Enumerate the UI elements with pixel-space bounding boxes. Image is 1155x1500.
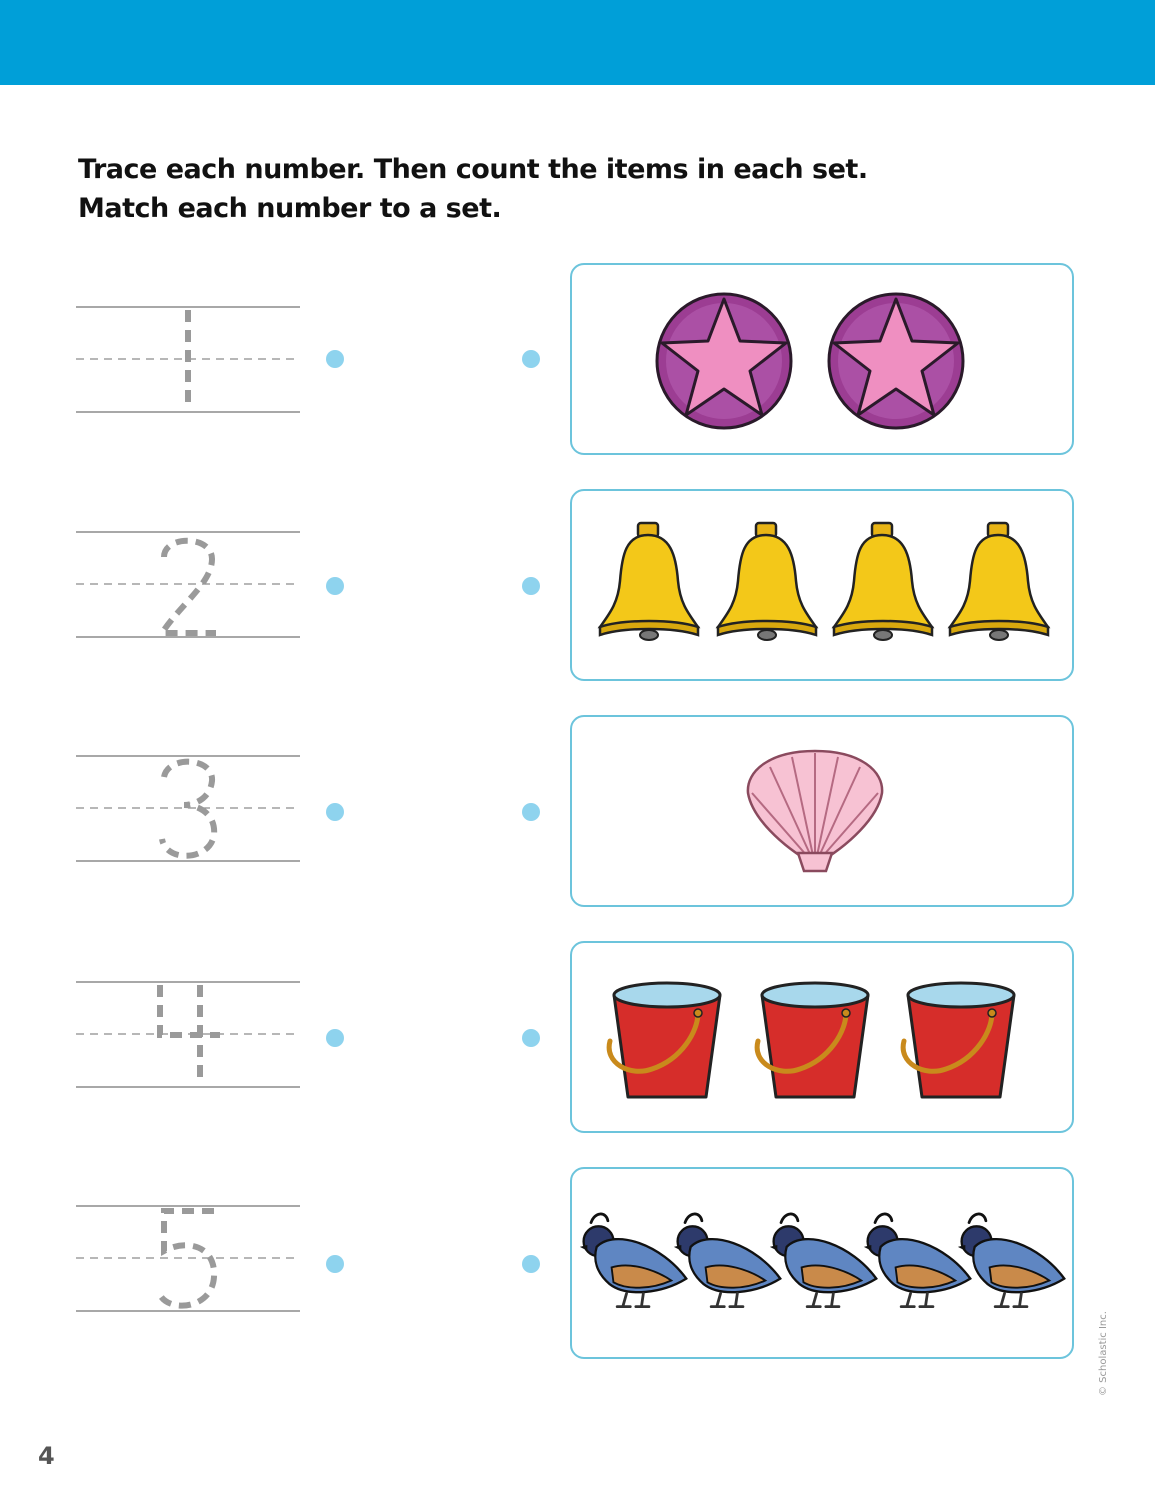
bell-icon [834,523,932,640]
star-ball-icon [829,294,963,428]
star-ball-icon [657,294,791,428]
trace-number-4[interactable] [76,981,300,1089]
quail-icon [580,1214,686,1307]
bucket-icon [609,983,720,1097]
number-dot-4[interactable] [326,1029,344,1047]
seashell-icon [748,751,882,871]
instruction-line-2: Match each number to a set. [78,193,502,224]
quail-icon [770,1214,876,1307]
bell-icon [718,523,816,640]
bucket-icon [757,983,868,1097]
page-number: 4 [38,1442,55,1470]
trace-number-5[interactable] [76,1205,300,1313]
set-card-quails[interactable] [570,1167,1074,1359]
bell-icon [950,523,1048,640]
quail-icon [958,1214,1064,1307]
set-dot-3[interactable] [522,803,540,821]
set-card-buckets[interactable] [570,941,1074,1133]
quail-icon [864,1214,970,1307]
bucket-icon [903,983,1014,1097]
set-dot-1[interactable] [522,350,540,368]
trace-number-3[interactable] [76,755,300,863]
set-dot-2[interactable] [522,577,540,595]
quail-icon [674,1214,780,1307]
set-dot-5[interactable] [522,1255,540,1273]
number-dot-3[interactable] [326,803,344,821]
bell-icon [600,523,698,640]
set-card-star-balls[interactable] [570,263,1074,455]
trace-number-1[interactable] [76,306,300,414]
trace-number-2[interactable] [76,531,300,639]
instructions [78,150,978,228]
set-card-bells[interactable] [570,489,1074,681]
header-band [0,0,1155,85]
set-dot-4[interactable] [522,1029,540,1047]
number-dot-2[interactable] [326,577,344,595]
number-dot-5[interactable] [326,1255,344,1273]
set-card-seashell[interactable] [570,715,1074,907]
copyright: © Scholastic Inc. [1098,1311,1109,1396]
instruction-line-1: Trace each number. Then count the items in each set. [78,154,868,185]
number-dot-1[interactable] [326,350,344,368]
